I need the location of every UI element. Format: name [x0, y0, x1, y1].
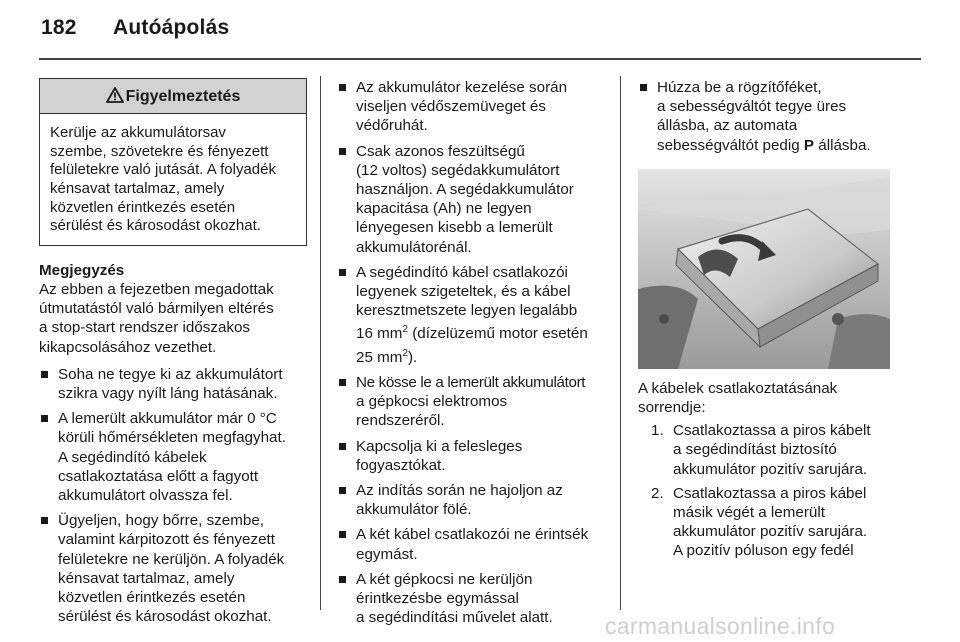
text-line: sérülést és károsodást okozhat. [58, 608, 272, 626]
text-line: A kábelek csatlakoztatásának [638, 379, 838, 397]
text-line: akkumulátor pozitív sarujára. [673, 460, 868, 478]
text-line [356, 320, 609, 343]
text-line: Ügyeljen, hogy bőrre, szembe, [58, 512, 264, 530]
text-line: Csak azonos feszültségű [356, 142, 525, 160]
text-line: A lemerült akkumulátor már 0 °C [58, 410, 277, 428]
text-line: használjon. A segédakkumulátor [356, 181, 574, 199]
text-line: A két kábel csatlakozói ne érintsék [356, 526, 589, 544]
text-fragment: állásba. [814, 136, 871, 154]
text-line: sorrendje: [638, 399, 706, 417]
text-line: Ne kösse le a lemerült akkumulátort [356, 373, 586, 391]
text-fragment: (dízelüzemű motor esetén [407, 325, 588, 343]
text-fragment: 16 mm [356, 325, 403, 343]
text-line: egymást. [356, 545, 418, 563]
text-line: körüli hőmérsékleten megfagyhat. [58, 429, 286, 447]
text-line: (12 voltos) segédakkumulátort [356, 161, 560, 179]
warning-triangle-icon [106, 87, 124, 103]
text-line: útmutatástól való bármilyen eltérés [39, 300, 274, 318]
step-number: 2. [651, 484, 664, 502]
text-line: felületekre való jutását. A folyadék [50, 161, 276, 179]
text-line: Az ebben a fejezetben megadottak [39, 280, 274, 298]
text-line: kénsavat tartalmaz, amely [58, 569, 235, 587]
page-header [41, 16, 229, 40]
text-line: a stop-start rendszer időszakos [39, 319, 251, 337]
list-item [337, 525, 609, 563]
text-line: viseljen védőszemüveget és [356, 98, 546, 116]
text-line: lényegesen kisebb a lemerült [356, 219, 553, 237]
warning-title: Figyelmeztetés [125, 88, 241, 105]
text-line: a gépkocsi elektromos [356, 393, 508, 411]
column-3 [638, 78, 918, 566]
text-line: legyenek szigeteltek, és a kábel [356, 283, 571, 301]
text-line: Csatlakoztassa a piros kábel [673, 484, 867, 502]
text-line: A két gépkocsi ne kerüljön [356, 570, 533, 588]
list-item [651, 421, 918, 479]
text-line: a sebességváltót tegye üres [657, 98, 847, 116]
list-item [39, 511, 307, 626]
text-line: állásba, az automata [657, 117, 798, 135]
warning-box [39, 78, 307, 246]
text-line: akkumulátor pozitív sarujára. [673, 523, 868, 541]
text-fragment: sebességváltót pedig [657, 136, 804, 154]
note-title: Megjegyzés [39, 261, 125, 279]
text-line: felületekre ne kerüljön. A folyadék [58, 550, 285, 568]
text-line: akkumulátorénál. [356, 238, 472, 256]
watermark: carmanualsonline.info [605, 613, 836, 639]
text-line: fogyasztókat. [356, 456, 446, 474]
text-line: szembe, szövetekre és fényezett [50, 142, 269, 160]
warning-text [40, 114, 306, 245]
list-item [39, 409, 307, 505]
text-line: csatlakoztatása előtt a fagyott [58, 467, 259, 485]
column-divider [320, 76, 321, 610]
header-rule [39, 58, 921, 60]
text-line: Az indítás során ne hajoljon az [356, 481, 563, 499]
list-item [39, 365, 307, 403]
text-line: Kerülje az akkumulátorsav [50, 124, 226, 142]
bullet-list [638, 78, 918, 155]
text-line: közvetlen érintkezés esetén [50, 198, 236, 216]
list-item [638, 78, 918, 155]
text-line: A segédindító kábelek [58, 448, 207, 466]
text-line: Csatlakoztassa a piros kábelt [673, 422, 871, 440]
numbered-list [651, 421, 918, 560]
text-line: a segédindítási művelet alatt. [356, 609, 553, 627]
text-line: Húzza be a rögzítőféket, [657, 79, 822, 96]
text-line: akkumulátor fölé. [356, 501, 472, 519]
list-item [337, 373, 609, 431]
text-line: Kapcsolja ki a felesleges [356, 437, 523, 455]
text-line: közvetlen érintkezés esetén [58, 589, 246, 607]
text-line: szikra vagy nyílt láng hatásának. [58, 384, 278, 402]
warning-header [40, 79, 306, 114]
text-line: rendszeréről. [356, 412, 445, 430]
text-line: védőruhát. [356, 117, 428, 135]
text-fragment: ). [407, 348, 418, 366]
text-fragment: 25 mm [356, 348, 403, 366]
column-2 [337, 78, 609, 633]
list-item [337, 481, 609, 519]
cable-order-intro [638, 379, 918, 417]
text-line: A pozitív póluson egy fedél [673, 542, 854, 560]
text-line: kikapcsolásához vezethet. [39, 338, 217, 356]
bullet-list [337, 78, 609, 627]
gear-position-p: P [803, 136, 815, 154]
step-number: 1. [651, 422, 664, 440]
text-line: sérülést és károsodást okozhat. [50, 217, 261, 235]
list-item [651, 484, 918, 561]
text-line: a segédindítást biztosító [673, 441, 837, 459]
text-line: érintkezésbe egymással [356, 590, 519, 607]
battery-cover-photo [638, 169, 890, 369]
column-divider [620, 76, 621, 610]
page-title: Autóápolás [113, 16, 230, 39]
list-item [337, 263, 609, 367]
text-line [657, 136, 918, 155]
superscript: 2 [402, 347, 408, 359]
text-line: Soha ne tegye ki az akkumulátort [58, 365, 283, 383]
text-line: akkumulátort olvassza fel. [58, 487, 233, 504]
note-block [39, 261, 307, 357]
list-item [337, 142, 609, 257]
text-line: Az akkumulátor kezelése során [356, 79, 568, 96]
text-line [356, 344, 609, 367]
text-line: keresztmetszete legyen legalább [356, 302, 578, 320]
text-line: valamint kárpitozott és fényezett [58, 531, 275, 549]
text-line: A segédindító kábel csatlakozói [356, 263, 568, 281]
list-item [337, 437, 609, 475]
bullet-list [39, 365, 307, 627]
list-item [337, 78, 609, 136]
text-line: másik végét a lemerült [673, 504, 825, 522]
text-line: kapacitása (Ah) ne legyen [356, 200, 532, 218]
page-number: 182 [41, 16, 77, 39]
column-1 [39, 78, 307, 632]
text-line: kénsavat tartalmaz, amely [50, 179, 225, 197]
list-item [337, 570, 609, 628]
superscript: 2 [402, 324, 408, 336]
